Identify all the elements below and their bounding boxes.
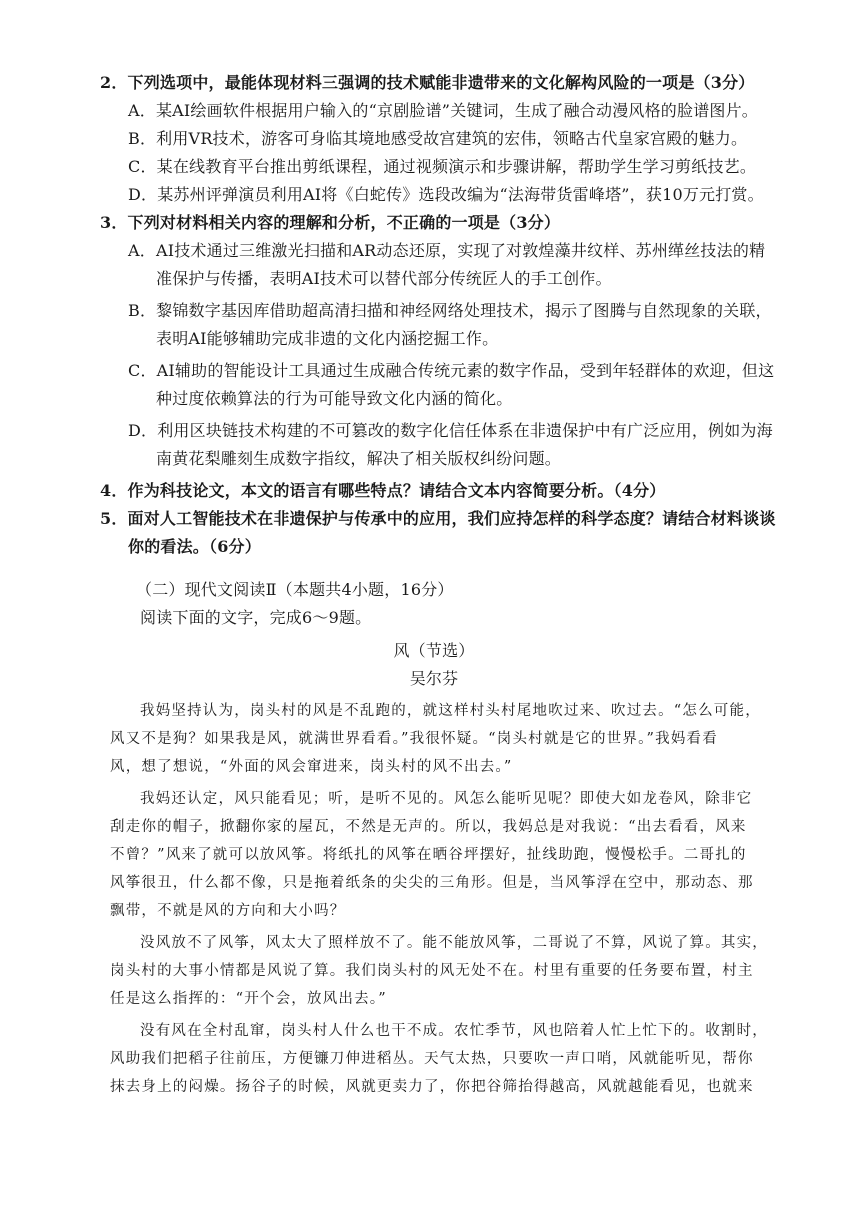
question-3-option-d: D．利用区块链技术构建的不可篡改的数字化信任体系在非遗保护中有广泛应用，例如为海	[128, 421, 773, 440]
article-author: 吴尔芬	[409, 669, 459, 688]
article-line: 我妈坚持认为，岗头村的风是不乱跑的，就这样村头村尾地吹过来、吹过去。“怎么可能，	[140, 703, 761, 719]
section-instruction: 阅读下面的文字，完成6～9题。	[140, 608, 372, 627]
question-4: 4．作为科技论文，本文的语言有哪些特点？请结合文本内容简要分析。（4分）	[100, 481, 666, 500]
article-line: 抹去身上的闷燥。扬谷子的时候，风就更卖力了，你把谷筛抬得越高，风就越能看见，也就来	[110, 1079, 754, 1095]
question-2-stem: 2．下列选项中，最能体现材料三强调的技术赋能非遗带来的文化解构风险的一项是（3分）	[100, 73, 755, 92]
question-3-option-c: C．AI辅助的智能设计工具通过生成融合传统元素的数字作品，受到年轻群体的欢迎，但这	[128, 361, 775, 380]
question-2-option-d: D．某苏州评弹演员利用AI将《白蛇传》选段改编为“法海带货雷峰塔”，获10万元打赏。	[128, 185, 764, 204]
question-3-option-c-cont: 种过度依赖算法的行为可能导致文化内涵的简化。	[156, 389, 513, 408]
article-line: 不曾？”风来了就可以放风筝。将纸扎的风筝在晒谷坪摆好，扯线助跑，慢慢松手。二哥扎的	[110, 847, 747, 863]
article-line: 岗头村的大事小情都是风说了算。我们岗头村的风无处不在。村里有重要的任务要布置，村主	[110, 963, 754, 979]
article-line: 风助我们把稻子往前压，方便镰刀伸进稻丛。天气太热，只要吹一声口哨，风就能听见，帮你	[110, 1051, 754, 1067]
article-line: 没风放不了风筝，风太大了照样放不了。能不能放风筝，二哥说了不算，风说了算。其实，	[140, 935, 768, 951]
question-3-option-b: B．黎锦数字基因库借助超高清扫描和神经网络处理技术，揭示了图腾与自然现象的关联，	[128, 301, 772, 320]
section-heading: （二）现代文阅读Ⅱ（本题共4小题，16分）	[136, 580, 454, 599]
article-line: 飘带，不就是风的方向和大小吗？	[110, 903, 346, 919]
article-line: 没有风在全村乱窜，岗头村人什么也干不成。农忙季节，风也陪着人忙上忙下的。收割时，	[140, 1023, 768, 1039]
question-3-option-a: A．AI技术通过三维激光扫描和AR动态还原，实现了对敦煌藻井纹样、苏州缂丝技法的精	[128, 241, 766, 260]
article-title: 风（节选）	[393, 641, 475, 660]
article-line: 我妈还认定，风只能看见；听，是听不见的。风怎么能听见呢？即使大如龙卷风，除非它	[140, 791, 753, 807]
question-3-option-a-cont: 准保护与传播，表明AI技术可以替代部分传统匠人的手工创作。	[156, 269, 612, 288]
question-5: 5．面对人工智能技术在非遗保护与传承中的应用，我们应持怎样的科学态度？请结合材料谈谈	[100, 509, 776, 528]
question-2-option-b: B．利用VR技术，游客可身临其境地感受故宫建筑的宏伟，领略古代皇家宫殿的魅力。	[128, 129, 748, 148]
question-3-option-b-cont: 表明AI能够辅助完成非遗的文化内涵挖掘工作。	[156, 329, 499, 348]
question-3-option-d-cont: 南黄花梨雕刻生成数字指纹，解决了相关版权纠纷问题。	[156, 449, 562, 468]
question-5-cont: 你的看法。（6分）	[128, 537, 261, 556]
article-line: 风又不是狗？如果我是风，就满世界看看。”我很怀疑。“岗头村就是它的世界。”我妈看看	[110, 731, 718, 747]
article-line: 风筝很丑，什么都不像，只是拖着纸条的尖尖的三角形。但是，当风筝浮在空中，那动态、那	[110, 875, 754, 891]
question-2-option-c: C．某在线教育平台推出剪纸课程，通过视频演示和步骤讲解，帮助学生学习剪纸技艺。	[128, 157, 757, 176]
question-2-option-a: A．某AI绘画软件根据用户输入的“京剧脸谱”关键词，生成了融合动漫风格的脸谱图片。	[128, 101, 758, 120]
article-line: 刮走你的帽子，掀翻你家的屋瓦，不然是无声的。所以，我妈总是对我说：“出去看看，风来	[110, 819, 747, 835]
article-line: 风，想了想说，“外面的风会窜进来，岗头村的风不出去。”	[110, 759, 513, 775]
question-3-stem: 3．下列对材料相关内容的理解和分析，不正确的一项是（3分）	[100, 213, 561, 232]
article-line: 任是这么指挥的：“开个会，放风出去。”	[110, 991, 387, 1007]
